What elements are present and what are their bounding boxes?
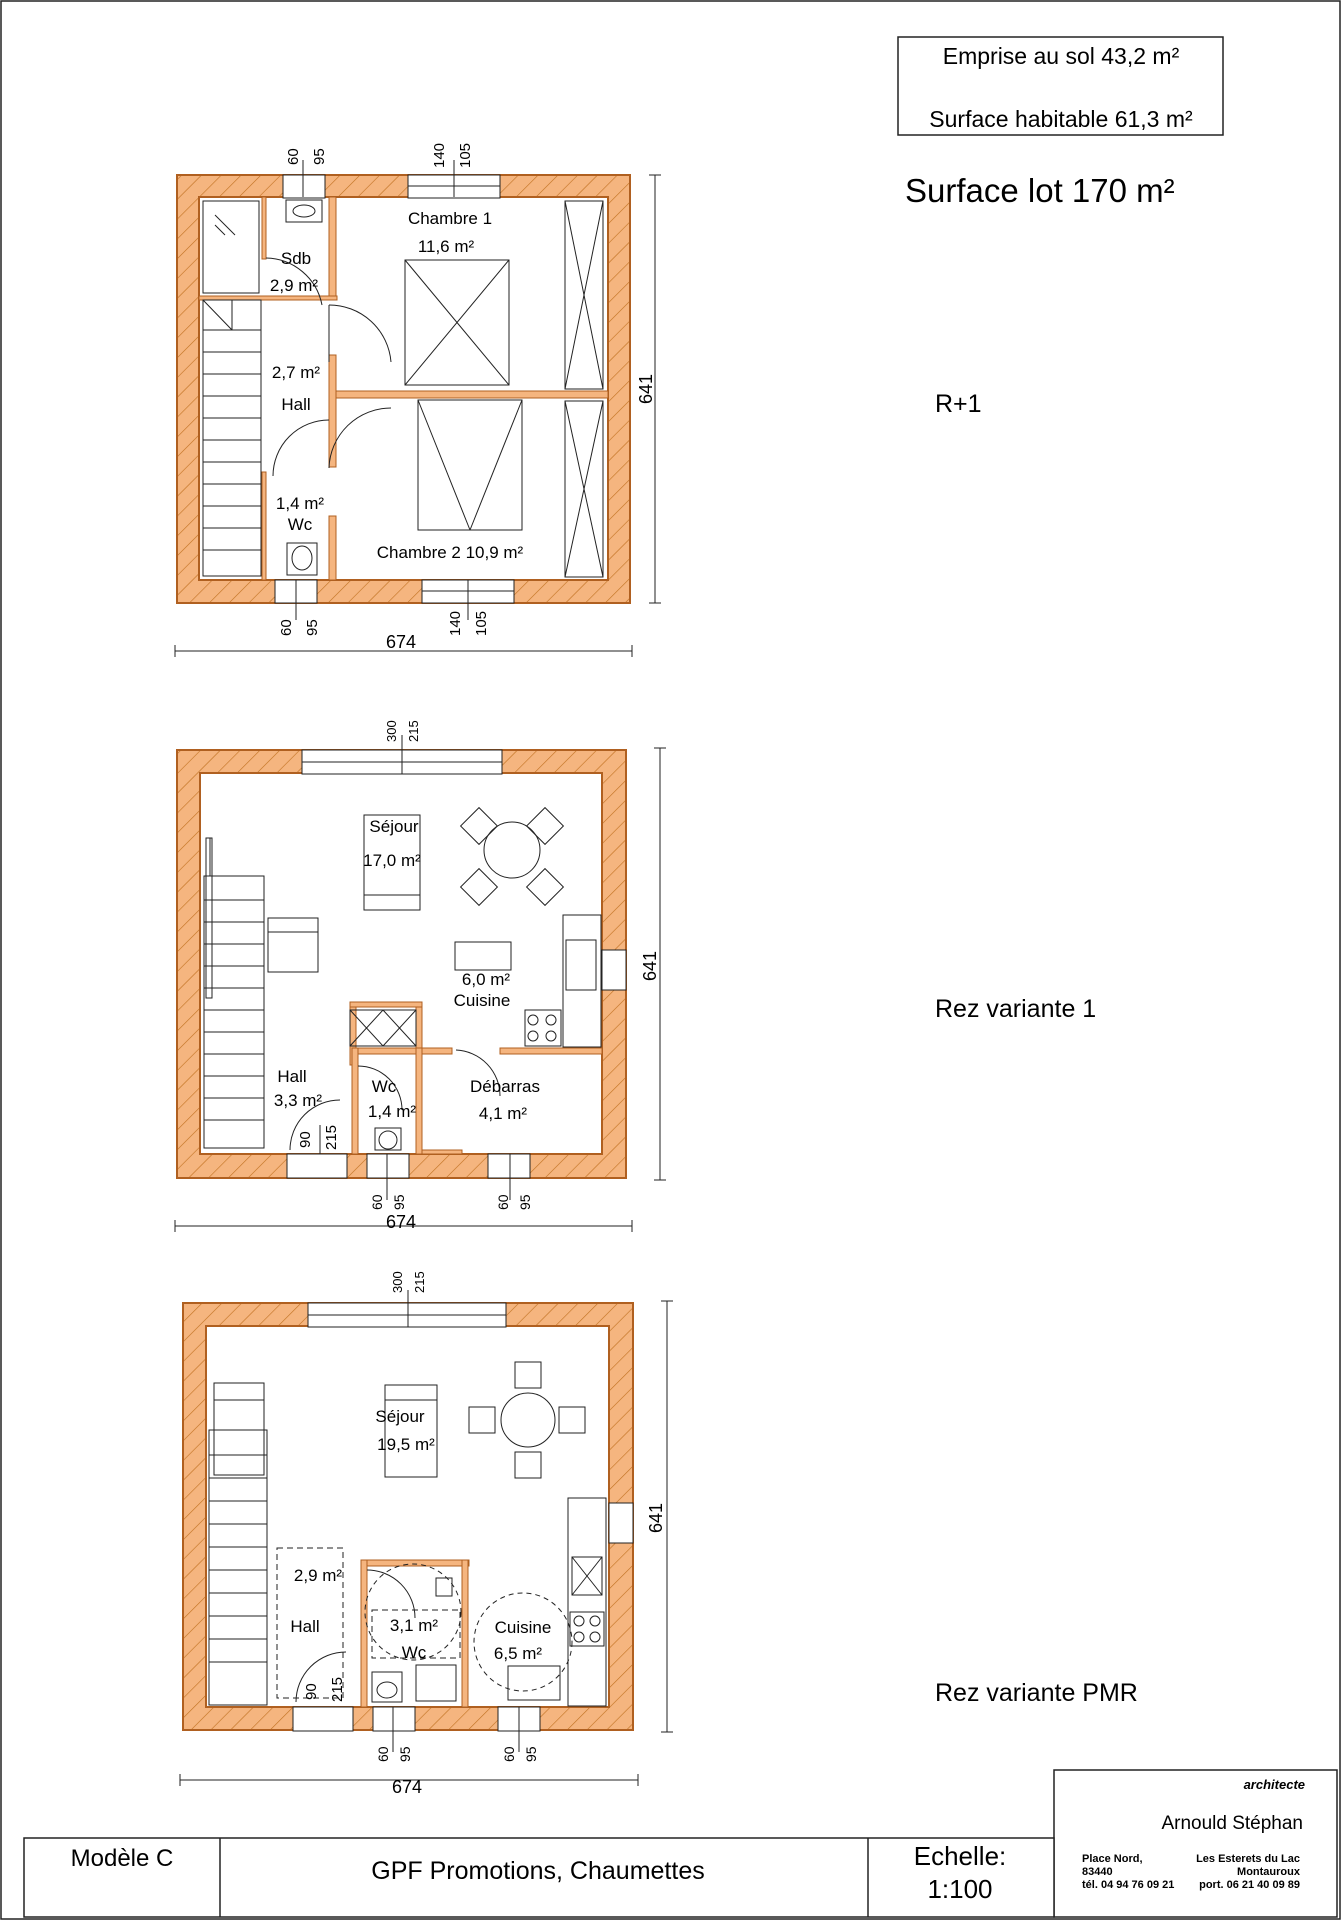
level-label-r1: R+1 [935,390,982,418]
rez1-sejour-name: Séjour [369,817,419,836]
rez1-dim-bot-b2: 95 [517,1194,533,1210]
walls-pmr [183,1303,633,1730]
pmr-cuisine-area: 6,5 m² [493,1644,543,1663]
pmr-hall-name: Hall [290,1617,320,1636]
pmr-hall-area: 2,9 m² [293,1566,343,1585]
cartouche-echelle-label: Echelle: [913,1841,1007,1871]
pmr-wc-area: 3,1 m² [389,1616,439,1635]
emprise-text: Emprise au sol 43,2 m² [942,43,1180,69]
r1-sdb-name: Sdb [280,249,312,268]
rez1-dim-bot-b1: 60 [495,1194,511,1210]
level-label-pmr: Rez variante PMR [935,1679,1138,1707]
r1-dim-top-a2: 95 [311,148,328,165]
r1-dim-top-b1: 140 [431,142,448,168]
cartouche-architecte-name: Arnould Stéphan [1161,1813,1303,1834]
cartouche-addr-left-2: 83440 [1082,1866,1113,1878]
r1-dim-bot-b2: 105 [473,610,490,636]
r1-hall-area: 2,7 m² [271,363,321,382]
rez1-wc-area: 1,4 m² [367,1102,417,1121]
cartouche-echelle-value: 1:100 [927,1874,993,1904]
rez1-dim-height: 641 [640,950,660,982]
rez1-dim-bot-a1: 60 [369,1194,385,1210]
plan-rez1 [175,720,666,1232]
pmr-dim-top1: 300 [390,1271,405,1293]
rez1-wc-name: Wc [371,1077,397,1096]
r1-hall-name: Hall [281,395,311,414]
cartouche-projet: GPF Promotions, Chaumettes [371,1857,705,1885]
rez1-sejour-area: 17,0 m² [363,851,421,870]
r1-dim-bot-a1: 60 [278,619,295,636]
walls-r1 [177,175,630,603]
rez1-dim-door2: 215 [323,1124,340,1150]
cartouche [24,1770,1337,1917]
rez1-dim-width: 674 [385,1212,417,1232]
r1-dim-bot-a2: 95 [304,619,321,636]
r1-wc-name: Wc [287,515,313,534]
pmr-dim-door1: 90 [303,1683,320,1700]
pmr-dim-bot-b2: 95 [523,1746,539,1762]
cartouche-addr-right-1: Les Esterets du Lac [1196,1853,1300,1865]
pmr-dim-bot-a2: 95 [397,1746,413,1762]
cartouche-addr-left-3: tél. 04 94 76 09 21 [1082,1879,1175,1891]
r1-dim-height: 641 [636,373,656,405]
surface-habitable-text: Surface habitable 61,3 m² [929,106,1193,132]
rez1-hall-name: Hall [277,1067,307,1086]
pmr-sejour-name: Séjour [375,1407,425,1426]
rez1-cuisine-area: 6,0 m² [461,970,511,989]
cartouche-modele: Modèle C [70,1845,174,1872]
rez1-dim-top2: 215 [406,720,421,742]
r1-wc-area: 1,4 m² [275,494,325,513]
r1-sdb-area: 2,9 m² [269,276,319,295]
pmr-dim-height: 641 [646,1502,666,1534]
plan-pmr [180,1271,673,1797]
pmr-sejour-area: 19,5 m² [377,1435,435,1454]
pmr-dim-bot-b1: 60 [501,1746,517,1762]
cartouche-addr-right-3: port. 06 21 40 09 89 [1199,1879,1300,1891]
rez1-debarras-name: Débarras [470,1077,540,1096]
level-label-rez1: Rez variante 1 [935,995,1097,1023]
pmr-dim-width: 674 [391,1777,423,1797]
cartouche-addr-right-2: Montauroux [1237,1866,1300,1878]
cartouche-addr-left-1: Place Nord, [1082,1853,1143,1865]
r1-chambre2: Chambre 2 10,9 m² [376,543,524,562]
pmr-wc-name: Wc [401,1643,427,1662]
rez1-dim-top1: 300 [384,720,399,742]
rez1-cuisine-name: Cuisine [453,991,511,1010]
r1-dim-top-a1: 60 [285,148,302,165]
rez1-hall-area: 3,3 m² [273,1091,323,1110]
r1-dim-top-b2: 105 [457,142,474,168]
pmr-cuisine-name: Cuisine [494,1618,552,1637]
rez1-dim-door1: 90 [297,1131,314,1148]
r1-dim-width: 674 [385,632,417,652]
r1-chambre1-area: 11,6 m² [417,237,475,256]
pmr-dim-door2: 215 [329,1676,346,1702]
cartouche-architecte-label: architecte [1243,1777,1305,1792]
rez1-dim-bot-a2: 95 [391,1194,407,1210]
surface-lot-text: Surface lot 170 m² [905,172,1175,209]
rez1-debarras-area: 4,1 m² [478,1104,528,1123]
r1-dim-bot-b1: 140 [447,610,464,636]
r1-chambre1-name: Chambre 1 [407,209,493,228]
pmr-dim-bot-a1: 60 [375,1746,391,1762]
pmr-dim-top2: 215 [412,1271,427,1293]
plan-r1 [175,143,661,657]
